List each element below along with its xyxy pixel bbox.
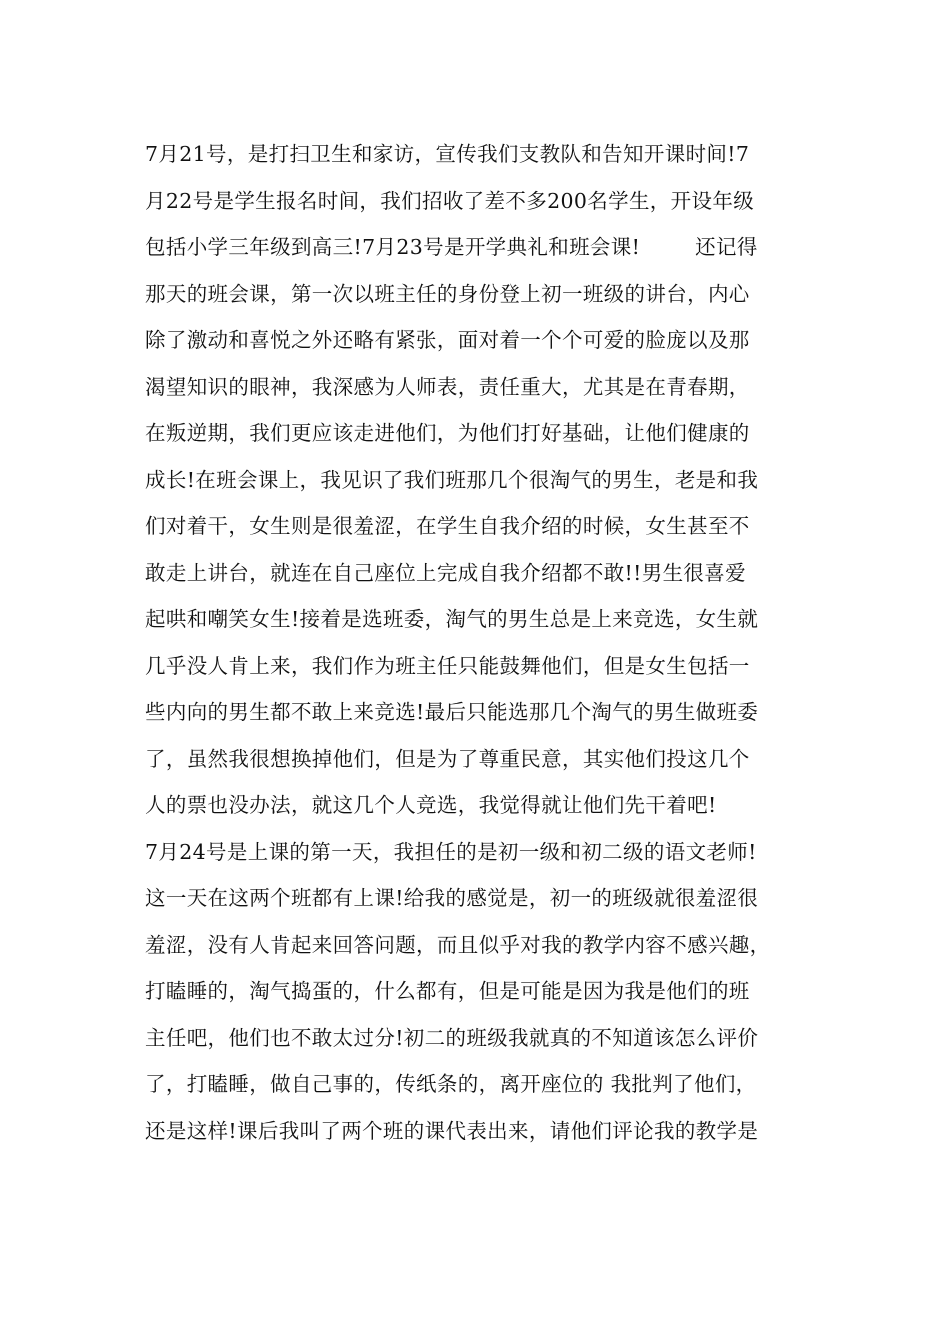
text-line: 羞涩，没有人肯起来回答问题，而且似乎对我的教学内容不感兴趣， [145,932,771,957]
text-line: 那天的班会课，第一次以班主任的身份登上初一班级的讲台，内心 [145,281,750,306]
body-text [145,131,825,1154]
text-line: 们对着干，女生则是很羞涩，在学生自我介绍的时候，女生甚至不 [145,514,750,538]
text-line: 在叛逆期，我们更应该走进他们，为他们打好基础，让他们健康的 [145,421,750,445]
text-line: 除了激动和喜悦之外还略有紧张，面对着一个个可爱的脸庞以及那 [145,328,750,352]
text-line: 了，打瞌睡，做自己事的，传纸条的，离开座位的 我批判了他们， [145,1072,757,1096]
text-line: 主任吧，他们也不敢太过分!初二的班级我就真的不知道该怎么评价 [145,1025,759,1050]
text-line: 渴望知识的眼神，我深感为人师表，责任重大，尤其是在青春期， [145,374,750,399]
text-line: 几乎没人肯上来，我们作为班主任只能鼓舞他们，但是女生包括一 [145,653,750,678]
text-line: 成长!在班会课上，我见识了我们班那几个很淘气的男生，老是和我 [145,467,759,492]
text-line: 人的票也没办法，就这几个人竞选，我觉得就让他们先干着吧! [145,793,717,817]
text-line: 些内向的男生都不敢上来竞选!最后只能选那几个淘气的男生做班委 [145,700,759,724]
text-line: 包括小学三年级到高三!7月23号是开学典礼和班会课! 还记得 [145,235,758,259]
text-line: 起哄和嘲笑女生!接着是选班委，淘气的男生总是上来竞选，女生就 [145,607,759,631]
text-line: 敢走上讲台，就连在自己座位上完成自我介绍都不敢!!男生很喜爱 [145,560,746,585]
text-line: 月22号是学生报名时间，我们招收了差不多200名学生，开设年级 [145,188,755,213]
text-line: 7月21号，是打扫卫生和家访，宣传我们支教队和告知开课时间!7 [145,142,750,166]
text-line: 这一天在这两个班都有上课!给我的感觉是，初一的班级就很羞涩很 [145,886,759,910]
text-line: 打瞌睡的，淘气捣蛋的，什么都有，但是可能是因为我是他们的班 [145,979,750,1003]
text-line: 还是这样!课后我叫了两个班的课代表出来，请他们评论我的教学是 [145,1118,759,1143]
text-line: 了，虽然我很想换掉他们，但是为了尊重民意，其实他们投这几个 [145,746,750,771]
text-line: 7月24号是上课的第一天，我担任的是初一级和初二级的语文老师! [145,839,757,864]
